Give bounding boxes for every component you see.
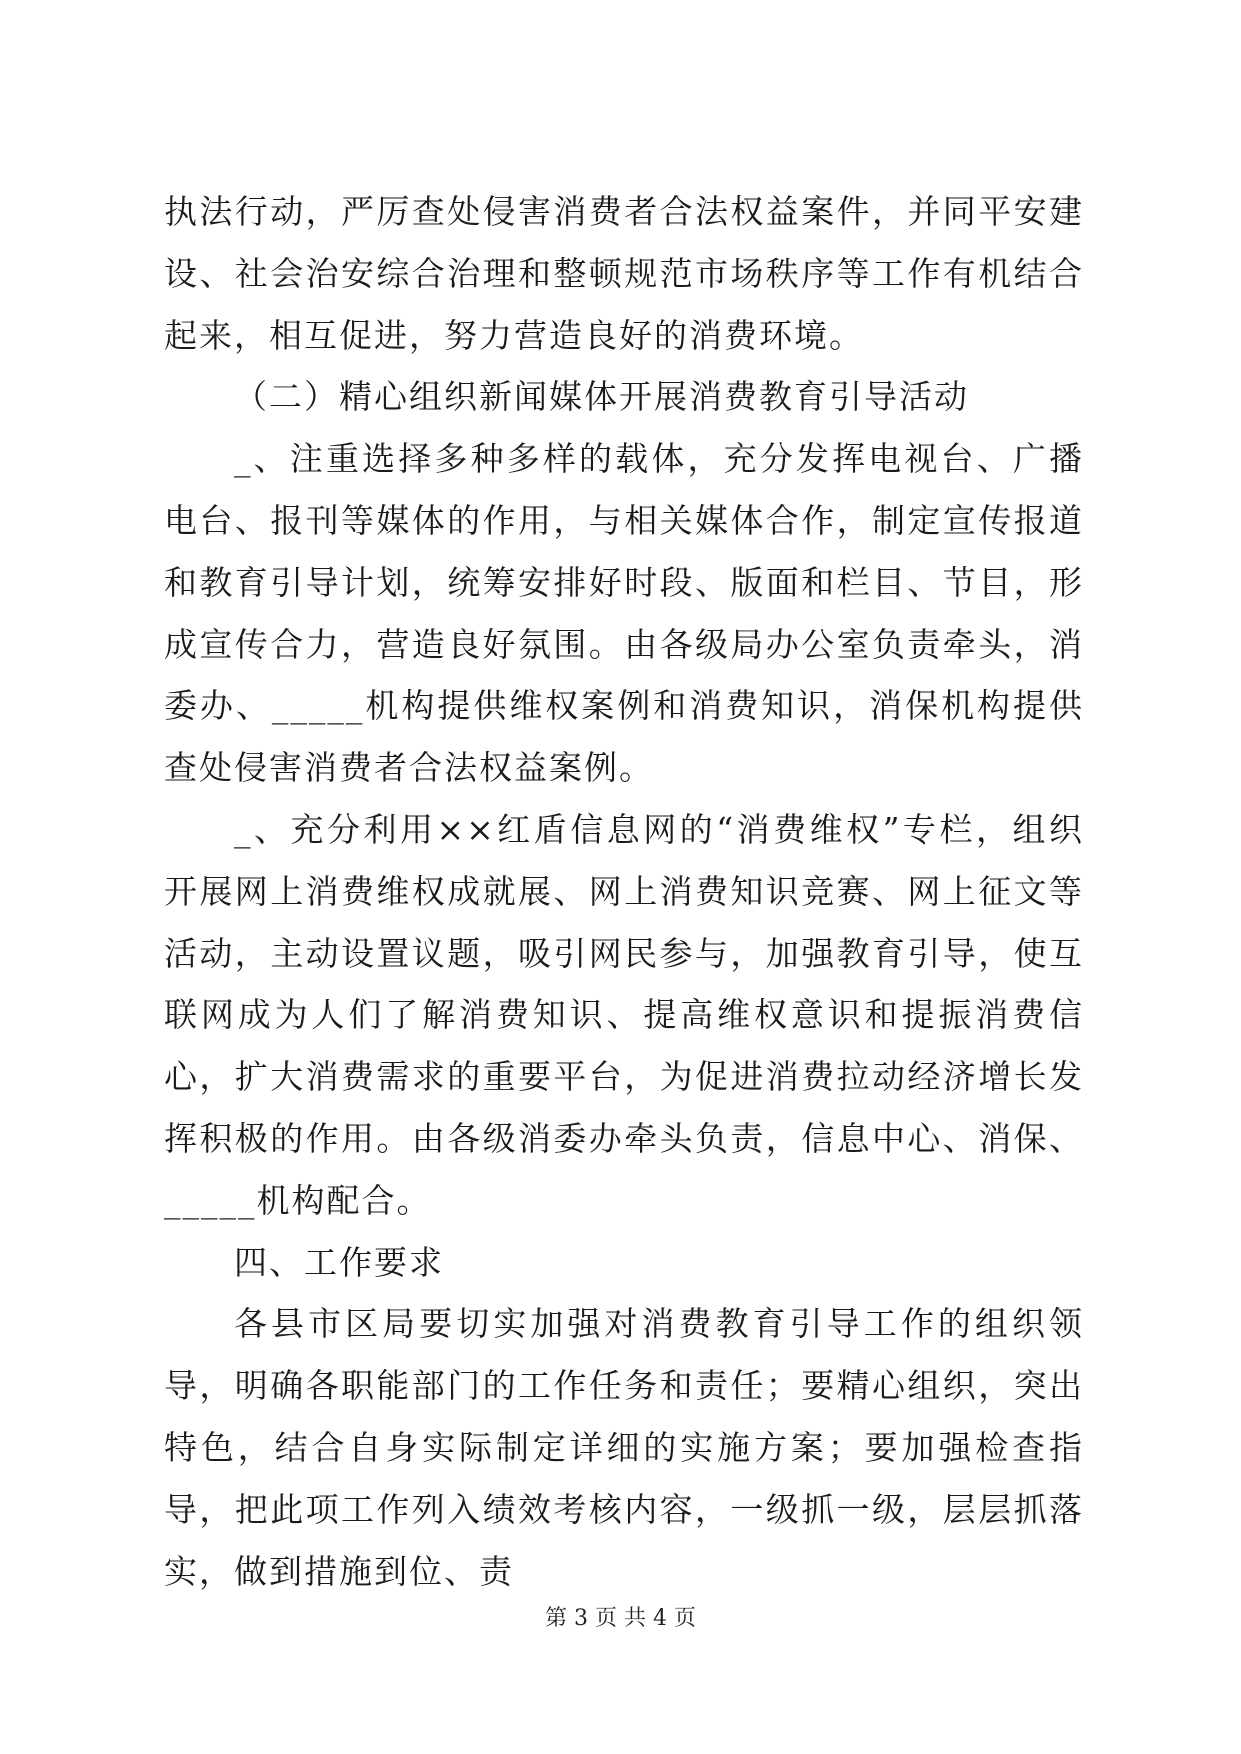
paragraph-enforcement: 执法行动，严厉查处侵害消费者合法权益案件，并同平安建设、社会治安综合治理和整顿规范市场秩序等工作有机结合起来，相互促进，努力营造良好的消费环境。: [164, 192, 1084, 355]
section-heading-requirements: 四、工作要求: [234, 1242, 444, 1282]
section-heading-media: （二）精心组织新闻媒体开展消费教育引导活动: [234, 377, 969, 417]
paragraph-media-carriers: _、注重选择多种多样的载体，充分发挥电视台、广播电台、报刊等媒体的作用，与相关媒体合作，制定宣传报道和教育引导计划，统筹安排好时段、版面和栏目、节目，形成宣传合力，营造良好氛围。由各级局办公室负责牵头，消委办、_____机构提供维权案例和消费知识，消保机构提供查处侵害消费者合法权益案例。: [164, 439, 1084, 788]
paragraph-redshield-website: _、充分利用××红盾信息网的“消费维权”专栏，组织开展网上消费维权成就展、网上消费知识竞赛、网上征文等活动，主动设置议题，吸引网民参与，加强教育引导，使互联网成为人们了解消费知识、提高维权意识和提振消费信心，扩大消费需求的重要平台，为促进消费拉动经济增长发挥积极的作用。由各级消委办牵头负责，信息中心、消保、_____机构配合。: [164, 809, 1084, 1220]
document-body: [164, 0, 1084, 1602]
page-number-footer: 第 3 页 共 4 页: [545, 1606, 696, 1631]
paragraph-requirements: 各县市区局要切实加强对消费教育引导工作的组织领导，明确各职能部门的工作任务和责任；要精心组织，突出特色，结合自身实际制定详细的实施方案；要加强检查指导，把此项工作列入绩效考核内容，一级抓一级，层层抓落实，做到措施到位、责: [164, 1304, 1084, 1591]
